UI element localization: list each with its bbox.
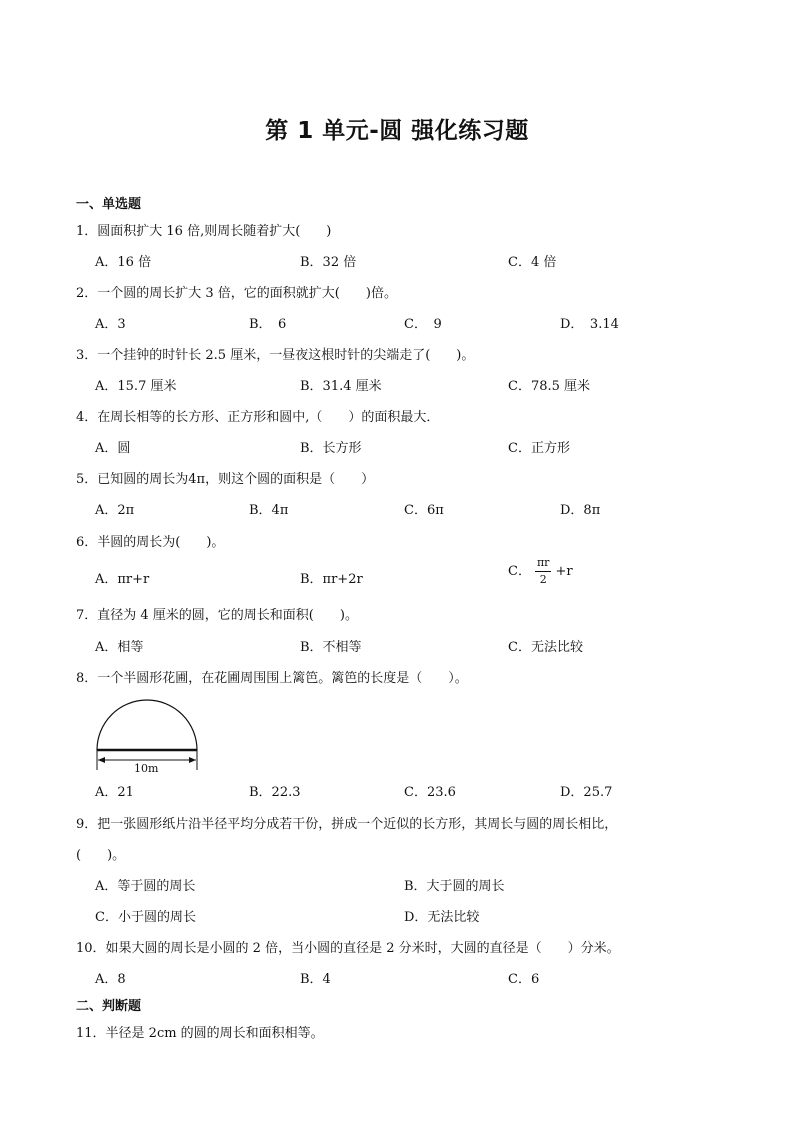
section-heading-single-choice: 一、单选题 <box>76 197 142 212</box>
q9-option-a[interactable]: A．等于圆的周长 <box>95 879 196 894</box>
question-8: 8．一个半圆形花圃，在花圃周围围上篱笆。篱笆的长度是（ ）。 <box>76 671 468 686</box>
q1-option-a[interactable]: A．16 倍 <box>95 255 152 270</box>
dimension-label: 10m <box>134 762 159 775</box>
fraction-numerator: πr <box>535 557 552 572</box>
question-9-continued: ( )。 <box>76 848 126 863</box>
q1-option-b[interactable]: B．32 倍 <box>300 255 357 270</box>
q7-option-b[interactable]: B．不相等 <box>300 640 362 655</box>
q5-option-b[interactable]: B．4π <box>249 503 289 518</box>
q7-option-c[interactable]: C．无法比较 <box>508 640 583 655</box>
q1-option-c[interactable]: C．4 倍 <box>508 255 557 270</box>
q6-option-c[interactable] <box>508 557 573 586</box>
dimension-arrow-right <box>189 757 196 763</box>
q10-option-c[interactable]: C．6 <box>508 972 540 987</box>
q3-option-b[interactable]: B．31.4 厘米 <box>300 379 382 394</box>
q6-option-c-fraction <box>535 557 552 586</box>
question-11: 11．半径是 2cm 的圆的周长和面积相等。 <box>76 1026 324 1041</box>
q2-option-b[interactable]: B． 6 <box>249 317 287 332</box>
page-title: 第 1 单元-圆 强化练习题 <box>265 118 529 144</box>
q4-option-a[interactable]: A．圆 <box>95 441 131 456</box>
q8-option-b[interactable]: B．22.3 <box>249 785 301 800</box>
q8-option-c[interactable]: C．23.6 <box>404 785 456 800</box>
question-5: 5．已知圆的周长为4π，则这个圆的面积是（ ） <box>76 472 375 487</box>
semicircle-figure <box>90 694 205 776</box>
q2-option-a[interactable]: A．3 <box>95 317 126 332</box>
semicircle-arc <box>97 700 197 750</box>
q4-option-c[interactable]: C．正方形 <box>508 441 570 456</box>
question-2: 2．一个圆的周长扩大 3 倍，它的面积就扩大( )倍。 <box>76 286 397 301</box>
q6-option-c-prefix: C． <box>508 564 531 580</box>
q3-option-a[interactable]: A．15.7 厘米 <box>95 379 177 394</box>
q2-option-d[interactable]: D． 3.14 <box>560 317 619 332</box>
q2-option-c[interactable]: C． 9 <box>404 317 442 332</box>
q3-option-c[interactable]: C．78.5 厘米 <box>508 379 591 394</box>
question-4: 4．在周长相等的长方形、正方形和圆中,（ ）的面积最大． <box>76 410 440 425</box>
q10-option-b[interactable]: B．4 <box>300 972 331 987</box>
q4-option-b[interactable]: B．长方形 <box>300 441 362 456</box>
q8-option-a[interactable]: A．21 <box>95 785 134 800</box>
section-heading-true-false: 二、判断题 <box>76 999 142 1014</box>
q9-option-d[interactable]: D．无法比较 <box>404 910 480 925</box>
q5-option-d[interactable]: D．8π <box>560 503 601 518</box>
q6-option-b[interactable]: B．πr+2r <box>300 572 363 587</box>
q10-option-a[interactable]: A．8 <box>95 972 126 987</box>
q8-option-d[interactable]: D．25.7 <box>560 785 613 800</box>
q9-option-b[interactable]: B．大于圆的周长 <box>404 879 505 894</box>
question-1: 1．圆面积扩大 16 倍,则周长随着扩大( ) <box>76 224 332 239</box>
q7-option-a[interactable]: A．相等 <box>95 640 144 655</box>
dimension-arrow-left <box>98 757 105 763</box>
q6-option-a[interactable]: A．πr+r <box>95 572 150 587</box>
q5-option-a[interactable]: A．2π <box>95 503 135 518</box>
question-6: 6．半圆的周长为( )。 <box>76 535 225 550</box>
q6-option-c-suffix: +r <box>555 564 573 580</box>
question-9: 9．把一张圆形纸片沿半径平均分成若干份，拼成一个近似的长方形，其周长与圆的周长相比， <box>76 817 618 832</box>
question-7: 7．直径为 4 厘米的圆，它的周长和面积( )。 <box>76 608 358 623</box>
question-3: 3．一个挂钟的时针长 2.5 厘米，一昼夜这根时针的尖端走了( )。 <box>76 348 475 363</box>
q9-option-c[interactable]: C．小于圆的周长 <box>95 910 196 925</box>
fraction-denominator: 2 <box>539 573 547 587</box>
question-10: 10．如果大圆的周长是小圆的 2 倍，当小圆的直径是 2 分米时，大圆的直径是（ ）分米。 <box>76 941 620 956</box>
q5-option-c[interactable]: C．6π <box>404 503 444 518</box>
